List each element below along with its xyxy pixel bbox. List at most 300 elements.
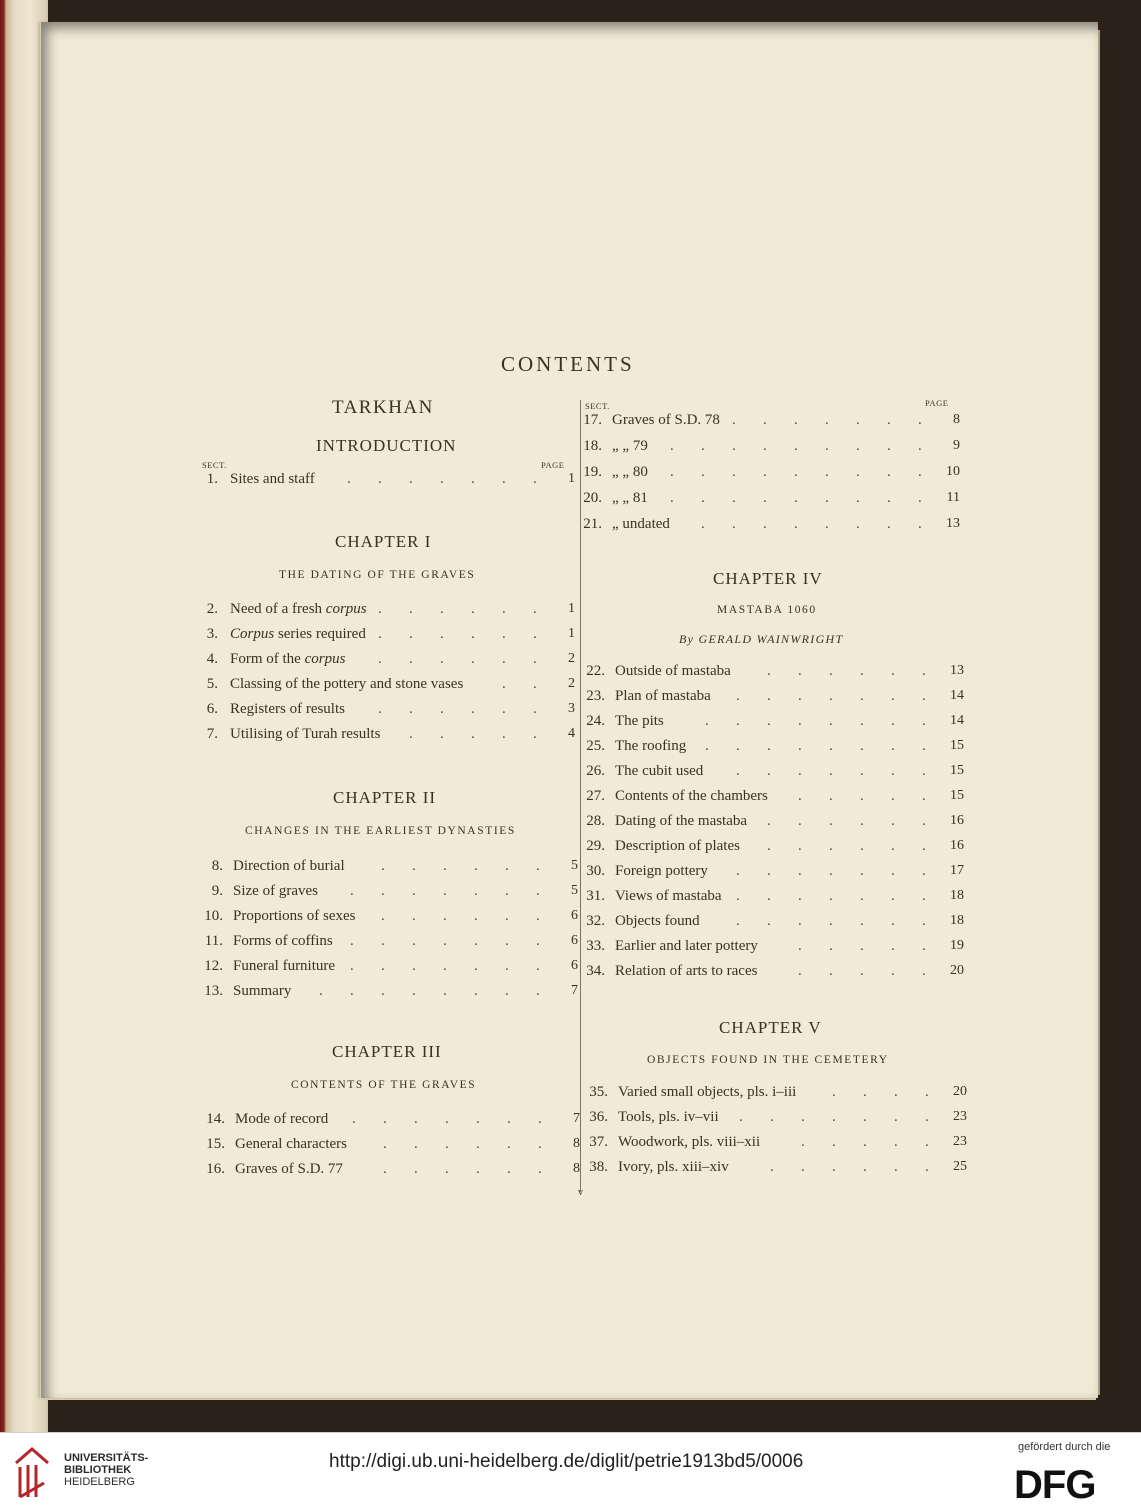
leader-dot: .	[860, 938, 864, 954]
toc-entry-page: 9	[953, 438, 960, 453]
sect-label-right: SECT.	[585, 401, 610, 411]
leader-dot: .	[533, 701, 537, 717]
toc-entry	[564, 464, 980, 484]
toc-entry-title: „ „ 79	[612, 438, 648, 454]
leader-dot: .	[798, 863, 802, 879]
leader-dot: .	[829, 663, 833, 679]
leader-dot: .	[736, 888, 740, 904]
leader-dot: .	[763, 490, 767, 506]
toc-entry-title: Proportions of sexes	[233, 908, 356, 924]
toc-entry-page: 16	[950, 838, 964, 853]
leader-dot: .	[736, 763, 740, 779]
leader-dot: .	[922, 713, 926, 729]
chapter-4-heading: CHAPTER IV	[713, 569, 823, 588]
toc-entry	[567, 913, 984, 933]
introduction-heading: INTRODUCTION	[316, 436, 457, 455]
toc-entry-page: 6	[571, 958, 578, 973]
permalink-url[interactable]: http://digi.ub.uni-heidelberg.de/diglit/petrie1913bd5/0006	[329, 1451, 804, 1472]
toc-entry-page: 20	[950, 963, 964, 978]
leader-dot: .	[440, 601, 444, 617]
leader-dot: .	[922, 913, 926, 929]
leader-dot: .	[832, 1134, 836, 1150]
toc-entry-page: 23	[953, 1109, 967, 1124]
leader-dot: .	[801, 1109, 805, 1125]
leader-dot: .	[350, 958, 354, 974]
leader-dot: .	[860, 763, 864, 779]
leader-dot: .	[832, 1109, 836, 1125]
toc-entry-title: Graves of S.D. 77	[235, 1161, 343, 1177]
leader-dot: .	[922, 788, 926, 804]
leader-dot: .	[502, 701, 506, 717]
toc-entry-number: 36.	[589, 1109, 608, 1125]
toc-entry	[567, 863, 984, 883]
chapter-3-heading: CHAPTER III	[332, 1042, 442, 1061]
toc-entry-number: 34.	[586, 963, 605, 979]
toc-entry-number: 35.	[589, 1084, 608, 1100]
leader-dot: .	[922, 963, 926, 979]
leader-dot: .	[471, 471, 475, 487]
toc-entry-number: 9.	[211, 883, 223, 899]
leader-dot: .	[798, 838, 802, 854]
viewer-footer	[0, 1432, 1141, 1512]
toc-entry-page: 6	[571, 933, 578, 948]
toc-entry-title-part: Need of a fresh	[230, 601, 326, 617]
toc-entry	[180, 601, 595, 621]
leader-dot: .	[767, 713, 771, 729]
leader-dot: .	[533, 676, 537, 692]
toc-entry-title: Earlier and later pottery	[615, 938, 758, 954]
leader-dot: .	[860, 888, 864, 904]
leader-dot: .	[409, 471, 413, 487]
leader-dot: .	[502, 601, 506, 617]
chapter-4-byline: By GERALD WAINWRIGHT	[679, 632, 844, 646]
leader-dot: .	[918, 412, 922, 428]
leader-dot: .	[798, 888, 802, 904]
leader-dot: .	[925, 1134, 929, 1150]
folio-number: v	[578, 1187, 583, 1198]
leader-dot: .	[350, 983, 354, 999]
leader-dot: .	[860, 738, 864, 754]
leader-dot: .	[891, 938, 895, 954]
leader-dot: .	[471, 626, 475, 642]
leader-dot: .	[891, 963, 895, 979]
toc-entry-title	[230, 676, 463, 693]
leader-dot: .	[767, 738, 771, 754]
leader-dot: .	[922, 838, 926, 854]
toc-entry	[185, 983, 598, 1003]
toc-entry	[180, 626, 595, 646]
leader-dot: .	[863, 1159, 867, 1175]
toc-entry	[567, 813, 984, 833]
leader-dot: .	[763, 412, 767, 428]
leader-dot: .	[443, 983, 447, 999]
leader-dot: .	[381, 933, 385, 949]
toc-entry-title-italic: Corpus	[230, 626, 275, 642]
leader-dot: .	[533, 626, 537, 642]
leader-dot: .	[536, 958, 540, 974]
toc-entry-page: 5	[571, 883, 578, 898]
toc-entry-page: 10	[946, 464, 960, 479]
toc-entry-page: 23	[953, 1134, 967, 1149]
leader-dot: .	[440, 701, 444, 717]
toc-entry-number: 6.	[206, 701, 218, 717]
leader-dot: .	[443, 858, 447, 874]
toc-entry-title-part: Form of the	[230, 651, 305, 667]
leader-dot: .	[536, 983, 540, 999]
toc-entry-number: 20.	[583, 490, 602, 506]
leader-dot: .	[825, 516, 829, 532]
leader-dot: .	[443, 958, 447, 974]
leader-dot: .	[505, 908, 509, 924]
toc-entry-title: „ „ 81	[612, 490, 648, 506]
toc-entry	[567, 713, 984, 733]
toc-entry	[570, 1159, 987, 1179]
leader-dot: .	[409, 701, 413, 717]
toc-entry-title-part: series required	[274, 626, 366, 642]
leader-dot: .	[474, 958, 478, 974]
toc-entry-title: Plan of mastaba	[615, 688, 711, 704]
leader-dot: .	[825, 464, 829, 480]
toc-entry-page: 18	[950, 888, 964, 903]
leader-dot: .	[763, 516, 767, 532]
leader-dot: .	[732, 490, 736, 506]
leader-dot: .	[383, 1161, 387, 1177]
leader-dot: .	[732, 464, 736, 480]
leader-dot: .	[860, 813, 864, 829]
toc-entry-number: 10.	[204, 908, 223, 924]
leader-dot: .	[412, 908, 416, 924]
leader-dot: .	[502, 471, 506, 487]
toc-entry-page: 19	[950, 938, 964, 953]
leader-dot: .	[381, 983, 385, 999]
contents-title: CONTENTS	[501, 352, 635, 376]
leader-dot: .	[505, 883, 509, 899]
leader-dot: .	[412, 933, 416, 949]
toc-entry	[185, 858, 598, 878]
leader-dot: .	[476, 1161, 480, 1177]
leader-dot: .	[925, 1159, 929, 1175]
leader-dot: .	[891, 813, 895, 829]
toc-entry-number: 32.	[586, 913, 605, 929]
toc-entry-number: 28.	[586, 813, 605, 829]
leader-dot: .	[922, 738, 926, 754]
leader-dot: .	[502, 626, 506, 642]
leader-dot: .	[825, 490, 829, 506]
leader-dot: .	[894, 1109, 898, 1125]
library-name	[64, 1452, 148, 1488]
toc-entry-title	[230, 601, 367, 618]
leader-dot: .	[860, 688, 864, 704]
toc-entry	[185, 883, 598, 903]
toc-entry-page: 2	[568, 651, 575, 666]
leader-dot: .	[798, 813, 802, 829]
toc-entry-number: 12.	[204, 958, 223, 974]
toc-entry-number: 31.	[586, 888, 605, 904]
leader-dot: .	[798, 663, 802, 679]
chapter-1-subtitle: THE DATING OF THE GRAVES	[279, 569, 476, 581]
toc-entry-title: The roofing	[615, 738, 687, 754]
leader-dot: .	[863, 1134, 867, 1150]
toc-entry-number: 3.	[206, 626, 218, 642]
toc-entry-title-part: Classing of the pottery and stone vases	[230, 676, 464, 692]
leader-dot: .	[829, 838, 833, 854]
toc-entry-page: 16	[950, 813, 964, 828]
leader-dot: .	[891, 838, 895, 854]
chapter-1-heading: CHAPTER I	[335, 532, 432, 551]
toc-entry-page: 20	[953, 1084, 967, 1099]
toc-entry	[564, 438, 980, 458]
leader-dot: .	[860, 663, 864, 679]
toc-entry-title: Dating of the mastaba	[615, 813, 748, 829]
leader-dot: .	[533, 471, 537, 487]
leader-dot: .	[767, 838, 771, 854]
toc-entry-title: Foreign pottery	[615, 863, 708, 879]
leader-dot: .	[536, 883, 540, 899]
toc-entry-page: 7	[573, 1111, 580, 1126]
page-label-left: PAGE	[541, 460, 565, 470]
leader-dot: .	[891, 738, 895, 754]
toc-entry-page: 7	[571, 983, 578, 998]
leader-dot: .	[378, 601, 382, 617]
toc-entry	[187, 1136, 600, 1156]
leader-dot: .	[894, 1084, 898, 1100]
toc-entry-page: 25	[953, 1159, 967, 1174]
toc-entry-title: Ivory, pls. xiii–xiv	[618, 1159, 729, 1175]
leader-dot: .	[409, 626, 413, 642]
toc-entry-page: 2	[568, 676, 575, 691]
toc-entry-number: 2.	[206, 601, 218, 617]
toc-entry-title: Woodwork, pls. viii–xii	[618, 1134, 761, 1150]
leader-dot: .	[414, 1136, 418, 1152]
leader-dot: .	[533, 651, 537, 667]
toc-entry-page: 8	[573, 1161, 580, 1176]
leader-dot: .	[381, 958, 385, 974]
leader-dot: .	[381, 908, 385, 924]
leader-dot: .	[445, 1111, 449, 1127]
toc-entry	[180, 701, 595, 721]
toc-entry	[180, 726, 595, 746]
leader-dot: .	[829, 763, 833, 779]
toc-entry-title	[230, 726, 380, 743]
leader-dot: .	[445, 1136, 449, 1152]
toc-entry-title: Graves of S.D. 78	[612, 412, 720, 428]
toc-entry-number: 7.	[206, 726, 218, 742]
toc-entry-title: Tools, pls. iv–vii	[618, 1109, 719, 1125]
leader-dot: .	[507, 1136, 511, 1152]
toc-entry	[180, 471, 595, 491]
toc-entry	[187, 1161, 600, 1181]
toc-entry-number: 4.	[206, 651, 218, 667]
leader-dot: .	[319, 983, 323, 999]
leader-dot: .	[502, 651, 506, 667]
leader-dot: .	[378, 701, 382, 717]
leader-dot: .	[922, 763, 926, 779]
leader-dot: .	[440, 726, 444, 742]
leader-dot: .	[505, 933, 509, 949]
leader-dot: .	[767, 913, 771, 929]
toc-entry	[570, 1134, 987, 1154]
leader-dot: .	[763, 464, 767, 480]
toc-entry	[567, 838, 984, 858]
leader-dot: .	[536, 858, 540, 874]
leader-dot: .	[507, 1111, 511, 1127]
toc-entry	[570, 1084, 987, 1104]
toc-entry-title: General characters	[235, 1136, 348, 1152]
leader-dot: .	[476, 1136, 480, 1152]
leader-dot: .	[414, 1161, 418, 1177]
leader-dot: .	[798, 913, 802, 929]
leader-dot: .	[732, 438, 736, 454]
chapter-3-subtitle: CONTENTS OF THE GRAVES	[291, 1079, 477, 1091]
leader-dot: .	[538, 1161, 542, 1177]
leader-dot: .	[383, 1111, 387, 1127]
leader-dot: .	[378, 651, 382, 667]
leader-dot: .	[794, 412, 798, 428]
toc-entry-title: Description of plates	[615, 838, 740, 854]
leader-dot: .	[798, 963, 802, 979]
leader-dot: .	[922, 813, 926, 829]
toc-entry-page: 13	[950, 663, 964, 678]
toc-entry	[187, 1111, 600, 1131]
leader-dot: .	[767, 688, 771, 704]
leader-dot: .	[925, 1109, 929, 1125]
leader-dot: .	[350, 933, 354, 949]
toc-entry	[564, 490, 980, 510]
leader-dot: .	[891, 913, 895, 929]
leader-dot: .	[860, 788, 864, 804]
toc-entry-number: 24.	[586, 713, 605, 729]
leader-dot: .	[533, 726, 537, 742]
leader-dot: .	[350, 883, 354, 899]
toc-entry-number: 18.	[583, 438, 602, 454]
leader-dot: .	[412, 883, 416, 899]
leader-dot: .	[891, 688, 895, 704]
toc-entry	[564, 516, 980, 536]
leader-dot: .	[505, 983, 509, 999]
leader-dot: .	[670, 438, 674, 454]
leader-dot: .	[891, 663, 895, 679]
toc-entry-page: 1	[568, 601, 575, 616]
leader-dot: .	[770, 1109, 774, 1125]
leader-dot: .	[732, 516, 736, 532]
leader-dot: .	[476, 1111, 480, 1127]
toc-entry-number: 23.	[586, 688, 605, 704]
toc-entry-title	[230, 701, 345, 718]
toc-entry-title: „ „ 80	[612, 464, 648, 480]
leader-dot: .	[409, 601, 413, 617]
leader-dot: .	[670, 490, 674, 506]
leader-dot: .	[414, 1111, 418, 1127]
toc-entry-title: Size of graves	[233, 883, 318, 899]
leader-dot: .	[860, 838, 864, 854]
toc-entry-title: Direction of burial	[233, 858, 345, 874]
leader-dot: .	[767, 863, 771, 879]
toc-entry-number: 27.	[586, 788, 605, 804]
toc-entry	[567, 738, 984, 758]
leader-dot: .	[860, 863, 864, 879]
toc-entry	[564, 412, 980, 432]
leader-dot: .	[670, 464, 674, 480]
leader-dot: .	[381, 858, 385, 874]
leader-dot: .	[860, 913, 864, 929]
leader-dot: .	[801, 1159, 805, 1175]
toc-entry	[570, 1109, 987, 1129]
toc-entry-page: 1	[568, 626, 575, 641]
toc-entry-title: The pits	[615, 713, 664, 729]
leader-dot: .	[502, 676, 506, 692]
chapter-5-subtitle: OBJECTS FOUND IN THE CEMETERY	[647, 1054, 889, 1066]
leader-dot: .	[440, 651, 444, 667]
leader-dot: .	[474, 883, 478, 899]
leader-dot: .	[798, 738, 802, 754]
leader-dot: .	[829, 713, 833, 729]
leader-dot: .	[440, 626, 444, 642]
toc-entry	[567, 888, 984, 908]
leader-dot: .	[471, 601, 475, 617]
leader-dot: .	[474, 858, 478, 874]
leader-dot: .	[856, 438, 860, 454]
leader-dot: .	[701, 464, 705, 480]
leader-dot: .	[863, 1084, 867, 1100]
leader-dot: .	[918, 464, 922, 480]
leader-dot: .	[536, 908, 540, 924]
leader-dot: .	[378, 626, 382, 642]
dfg-logo: DFG	[1014, 1463, 1096, 1507]
leader-dot: .	[832, 1159, 836, 1175]
leader-dot: .	[856, 412, 860, 428]
toc-entry-page: 1	[568, 471, 575, 486]
leader-dot: .	[347, 471, 351, 487]
leader-dot: .	[443, 933, 447, 949]
toc-entry	[567, 688, 984, 708]
leader-dot: .	[701, 438, 705, 454]
leader-dot: .	[412, 958, 416, 974]
toc-entry	[185, 933, 598, 953]
leader-dot: .	[891, 763, 895, 779]
leader-dot: .	[829, 788, 833, 804]
library-name-line2: BIBLIOTHEK	[64, 1464, 132, 1476]
leader-dot: .	[887, 516, 891, 532]
leader-dot: .	[860, 963, 864, 979]
leader-dot: .	[474, 933, 478, 949]
leader-dot: .	[894, 1159, 898, 1175]
toc-entry-number: 8.	[211, 858, 223, 874]
toc-entry-title: Contents of the chambers	[615, 788, 768, 804]
toc-entry	[567, 938, 984, 958]
toc-entry-number: 16.	[206, 1161, 225, 1177]
sect-label-left: SECT.	[202, 460, 227, 470]
leader-dot: .	[507, 1161, 511, 1177]
toc-entry-page: 6	[571, 908, 578, 923]
leader-dot: .	[829, 688, 833, 704]
leader-dot: .	[739, 1109, 743, 1125]
chapter-2-subtitle: CHANGES IN THE EARLIEST DYNASTIES	[245, 825, 516, 837]
leader-dot: .	[736, 913, 740, 929]
leader-dot: .	[798, 763, 802, 779]
leader-dot: .	[474, 983, 478, 999]
leader-dot: .	[412, 983, 416, 999]
leader-dot: .	[794, 516, 798, 532]
toc-entry-title: The cubit used	[615, 763, 704, 779]
toc-entry-title: Sites and staff	[230, 471, 315, 487]
toc-entry-number: 30.	[586, 863, 605, 879]
leader-dot: .	[887, 438, 891, 454]
leader-dot: .	[705, 738, 709, 754]
leader-dot: .	[794, 464, 798, 480]
toc-entry-page: 13	[946, 516, 960, 531]
leader-dot: .	[918, 438, 922, 454]
leader-dot: .	[798, 788, 802, 804]
